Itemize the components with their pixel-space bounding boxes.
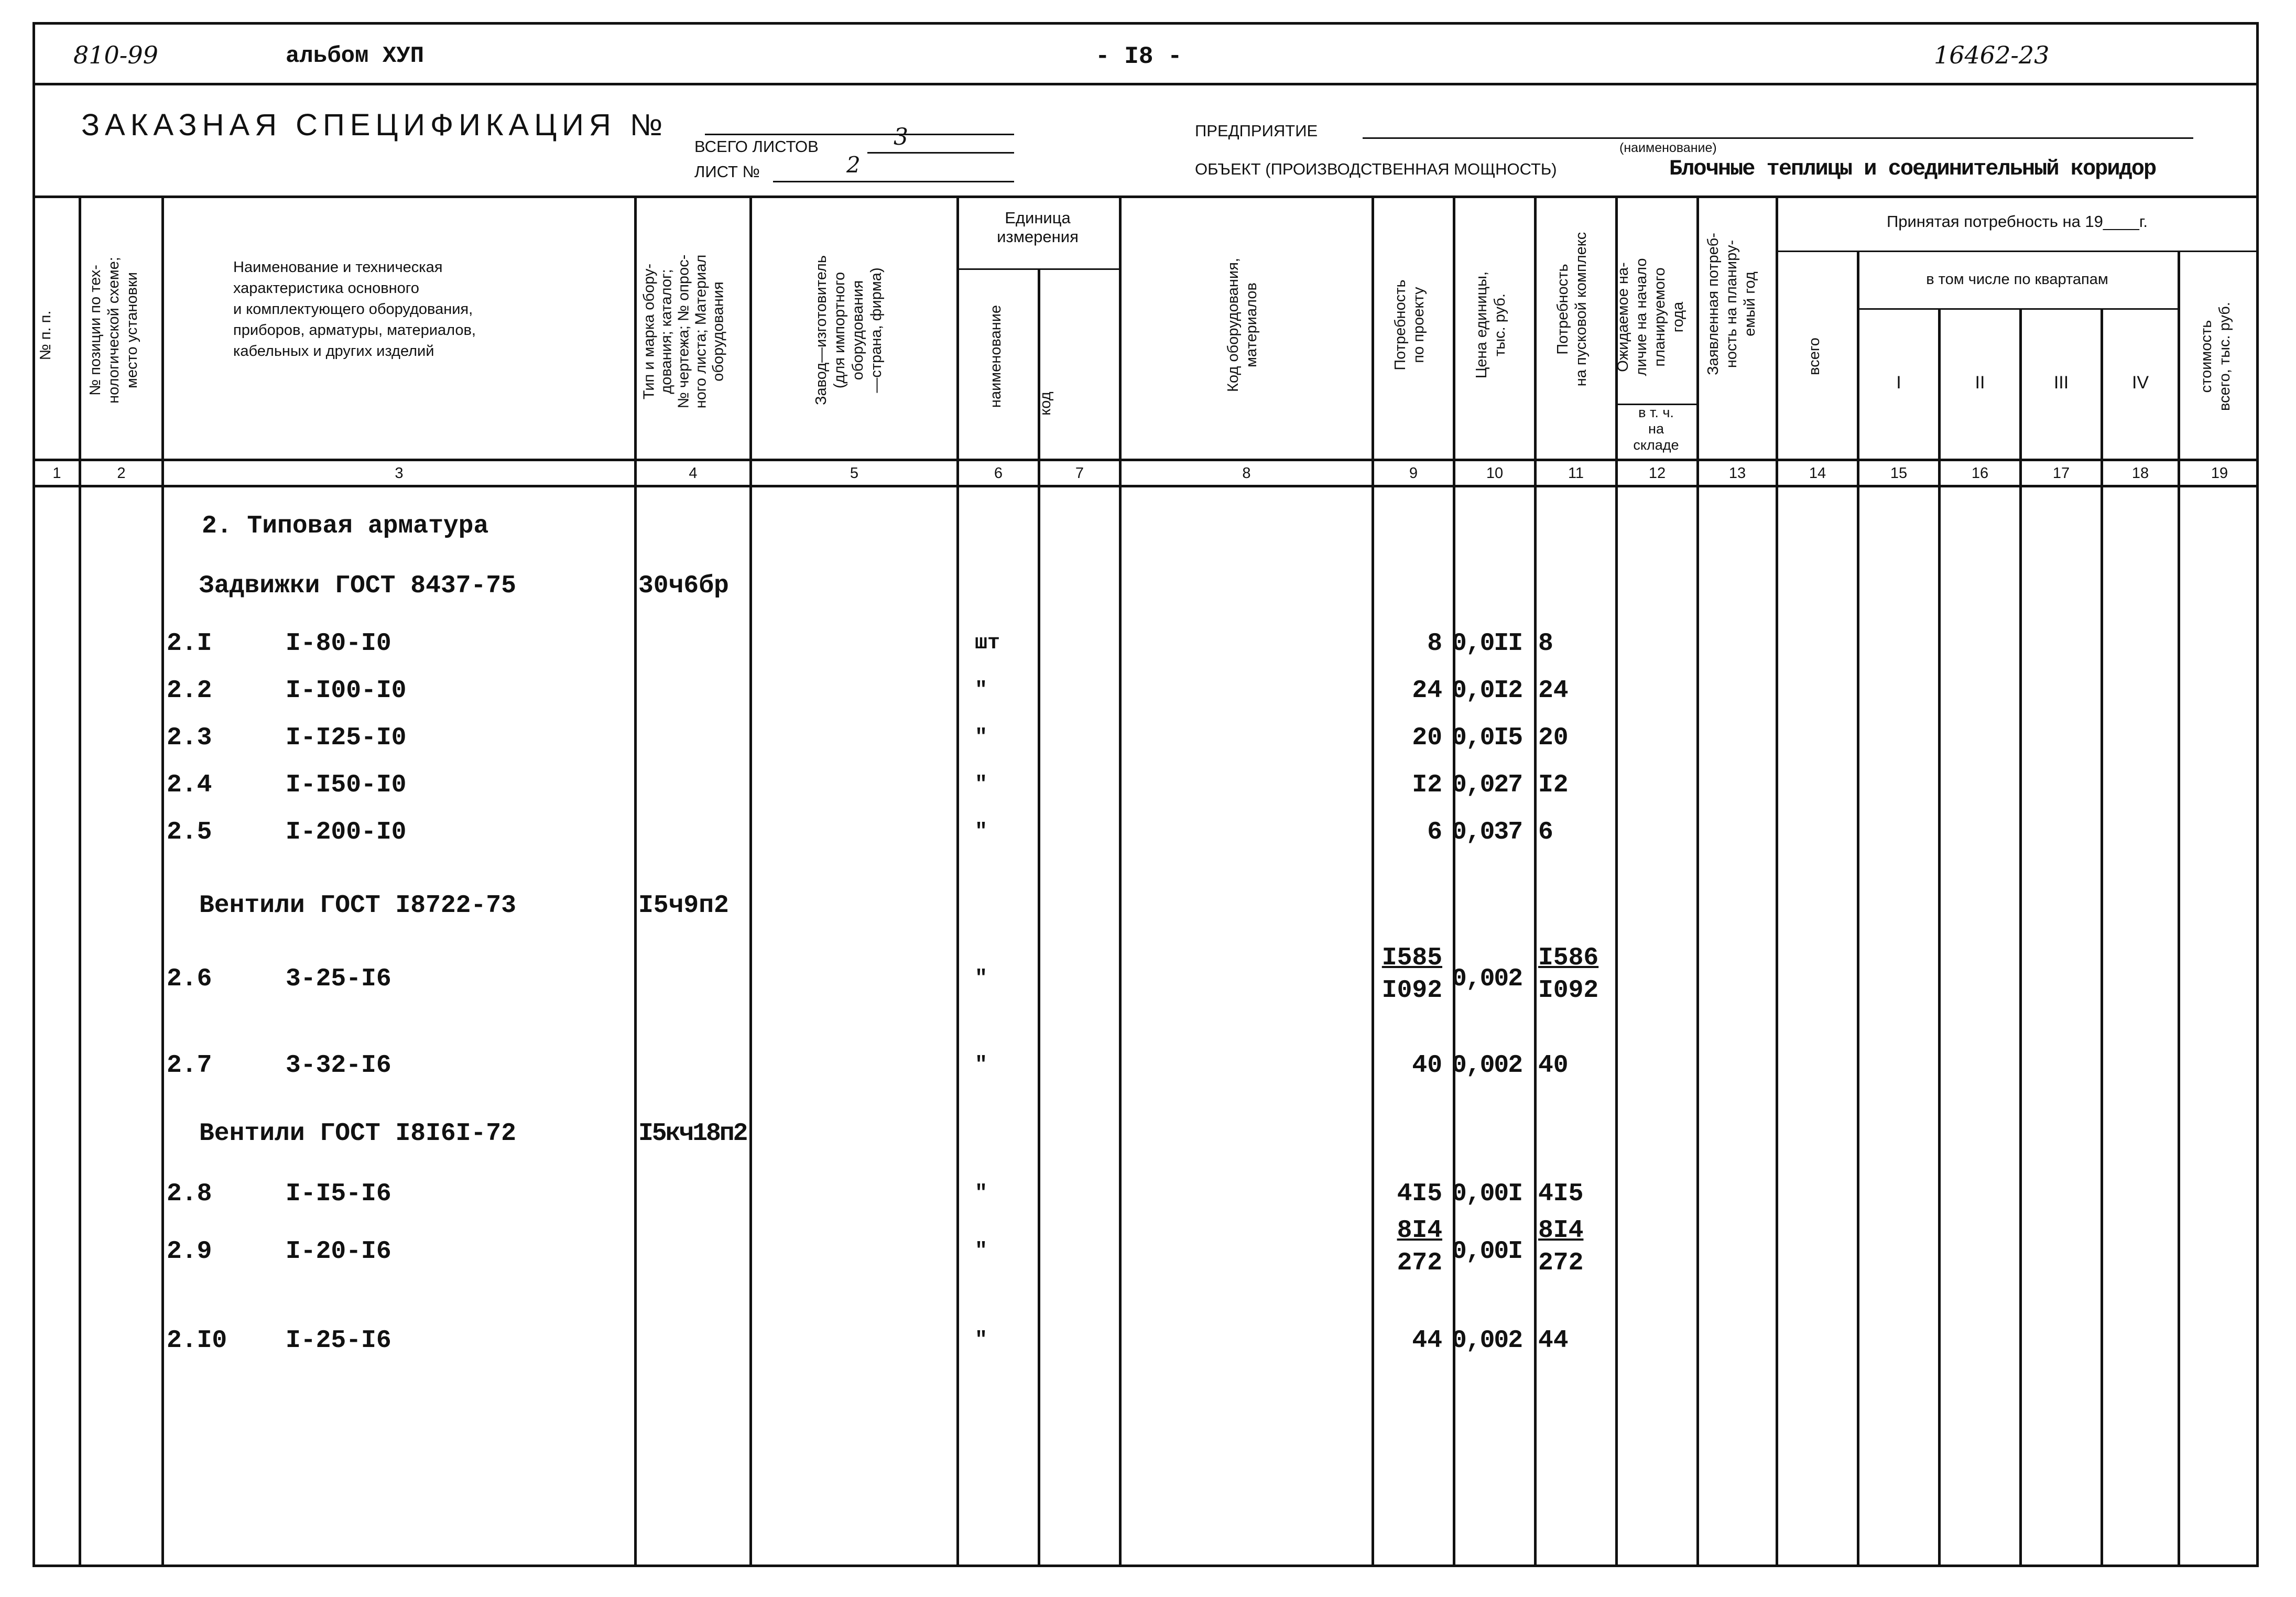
enterprise-label: ПРЕДПРИЯТИЕ (1195, 122, 1318, 140)
col-num: 7 (1075, 465, 1084, 482)
total-sheets-label: ВСЕГО ЛИСТОВ (694, 137, 819, 156)
col-num: 13 (1728, 465, 1746, 482)
row-position: 2.4 (167, 771, 212, 799)
header-launch: Потребность на пусковой комплекс (1554, 232, 1590, 387)
col-line-4 (749, 195, 752, 1567)
row-need: 24 (1412, 677, 1442, 705)
row-name: I-I5-I6 (286, 1180, 391, 1208)
row-need: 8 (1427, 629, 1442, 658)
group-title: Задвижки ГОСТ 8437-75 (199, 572, 516, 600)
row-need-2: 272 (1397, 1249, 1442, 1277)
row-need: 4I5 (1397, 1180, 1442, 1208)
row-position: 2.3 (167, 724, 212, 752)
col-num: 11 (1568, 465, 1584, 482)
col-num: 6 (994, 465, 1003, 482)
col-line-10 (1534, 195, 1537, 1567)
rule-title-band (32, 195, 2259, 198)
col-line-13 (1776, 195, 1778, 1567)
col-num: 19 (2211, 465, 2228, 482)
row-position: 2.2 (167, 677, 212, 705)
row-name: I-200-I0 (286, 818, 407, 846)
total-sheets-line (867, 152, 1014, 154)
col-num: 15 (1890, 465, 1908, 482)
group-title: Вентили ГОСТ I8722-73 (199, 892, 516, 920)
col-line-9 (1453, 195, 1455, 1567)
row-name: 3-25-I6 (286, 965, 391, 993)
row-name: I-I50-I0 (286, 771, 407, 799)
col-num: 5 (850, 465, 859, 482)
rule-accepted-sub (1776, 251, 2259, 252)
row-need: 8I4 (1397, 1216, 1442, 1245)
row-name: I-80-I0 (286, 629, 391, 658)
row-position: 2.8 (167, 1180, 212, 1208)
col-num: 14 (1809, 465, 1826, 482)
row-price: 0,0I5 (1452, 724, 1522, 752)
enterprise-line (1363, 137, 2193, 139)
naming-label: (наименование) (1619, 140, 1717, 155)
row-name: 3-32-I6 (286, 1051, 391, 1080)
row-launch: 8 (1538, 629, 1553, 658)
header-unit: Единица измерения (997, 209, 1079, 246)
row-need: 40 (1412, 1051, 1442, 1080)
group-type: I5ч9п2 (638, 892, 729, 920)
row-price: 0,037 (1452, 818, 1522, 846)
header-need: Потребность по проекту (1392, 279, 1427, 371)
rule-quarters-sub (1857, 308, 2178, 310)
col-num: 16 (1971, 465, 1989, 482)
row-unit: " (975, 1182, 988, 1205)
row-need: 44 (1412, 1327, 1442, 1355)
col-num: 10 (1486, 465, 1504, 482)
header-expected: Ожидаемое на- личие на начало планируемого года (1615, 258, 1686, 376)
object-value: Блочные теплицы и соединительный коридор (1669, 156, 2156, 181)
col-line-11 (1615, 195, 1618, 1567)
row-need-2: I092 (1381, 976, 1442, 1005)
col-num: 17 (2052, 465, 2070, 482)
col-num: 1 (52, 465, 61, 482)
header-manufacturer: Завод—изготовитель (для импортного оборудования —страна, фирма) (813, 255, 885, 405)
row-price: 0,00I (1452, 1180, 1522, 1208)
col-num: 12 (1648, 465, 1666, 482)
row-unit: " (975, 679, 988, 702)
rule-numbers-bottom (32, 485, 2259, 487)
col-num: 3 (395, 465, 404, 482)
col-line-1 (79, 195, 81, 1567)
row-need: 20 (1412, 724, 1442, 752)
row-need: I2 (1412, 771, 1442, 799)
row-launch: 8I4 (1538, 1216, 1584, 1245)
row-unit: " (975, 1329, 988, 1352)
row-position: 2.7 (167, 1051, 212, 1080)
header-total: всего (1806, 338, 1823, 375)
row-price: 0,00I (1452, 1237, 1522, 1266)
row-price: 0,002 (1452, 1051, 1522, 1080)
sheet-value: 2 (846, 152, 861, 178)
page-number: - I8 - (1095, 43, 1182, 70)
row-price: 0,0II (1452, 629, 1522, 658)
row-unit: " (975, 726, 988, 749)
header-accepted: Принятая потребность на 19____г. (1886, 212, 2148, 231)
header-name: Наименование и техническая характеристика основного и комплектующего оборудования, приборов, арматуры, материалов, кабельных и других изделий (233, 259, 476, 360)
header-unit-code: код (1037, 392, 1054, 416)
row-need: I585 (1381, 944, 1442, 972)
row-launch: I2 (1538, 771, 1569, 799)
group-type: I5кч18п2 (638, 1120, 747, 1148)
header-cost: стоимость всего, тыс. руб. (2198, 302, 2233, 411)
object-label: ОБЪЕКТ (ПРОИЗВОДСТВЕННАЯ МОЩНОСТЬ) (1195, 160, 1557, 178)
row-position: 2.I0 (167, 1327, 227, 1355)
col-line-2 (161, 195, 164, 1567)
row-launch: 40 (1538, 1051, 1569, 1080)
row-name: I-25-I6 (286, 1327, 391, 1355)
row-unit: " (975, 820, 988, 844)
row-name: I-I00-I0 (286, 677, 407, 705)
row-launch: I586 (1538, 944, 1599, 972)
group-type: 30ч6бр (638, 572, 729, 600)
col-num: 4 (689, 465, 698, 482)
col-line-14 (1857, 251, 1859, 1567)
row-launch: 6 (1538, 818, 1553, 846)
row-unit: " (975, 967, 988, 991)
row-launch: 24 (1538, 677, 1569, 705)
header-type: Тип и марка обору- дования; каталог; № чертежа; № опрос- ного листа; Материал оборудования (640, 254, 727, 409)
header-equipment-code: Код оборудования, материалов (1225, 258, 1260, 392)
row-need: 6 (1427, 818, 1442, 846)
sheet-line (773, 181, 1014, 182)
header-in-stock: в т. ч. на складе (1633, 405, 1679, 453)
row-launch-2: I092 (1538, 976, 1599, 1005)
total-sheets-value: 3 (894, 124, 908, 150)
header-q3: III (2053, 373, 2069, 393)
col-line-16 (2019, 308, 2022, 1567)
col-line-15 (1938, 308, 1941, 1567)
row-position: 2.I (167, 629, 212, 658)
header-unit-name: наименование (987, 305, 1004, 408)
spec-title: ЗАКАЗНАЯ СПЕЦИФИКАЦИЯ № (81, 108, 668, 142)
row-price: 0,002 (1452, 965, 1522, 993)
col-line-6 (1038, 268, 1040, 1567)
row-price: 0,027 (1452, 771, 1522, 799)
col-line-3 (634, 195, 637, 1567)
col-line-5 (956, 195, 959, 1567)
row-price: 0,002 (1452, 1327, 1522, 1355)
sheet-label: ЛИСТ № (694, 162, 760, 181)
rule-top-band (32, 83, 2259, 85)
header-quarters: в том числе по квартапам (1926, 271, 2108, 288)
row-position: 2.6 (167, 965, 212, 993)
row-name: I-I25-I0 (286, 724, 407, 752)
row-unit: шт (975, 632, 1000, 655)
row-launch: 4I5 (1538, 1180, 1584, 1208)
header-position: № позиции по тех- нологической схеме; место установки (87, 257, 140, 404)
col-line-8 (1372, 195, 1374, 1567)
header-q1: I (1896, 373, 1901, 393)
row-price: 0,0I2 (1452, 677, 1522, 705)
group-title: Вентили ГОСТ I8I6I-72 (199, 1120, 516, 1148)
row-unit: " (975, 1240, 988, 1263)
col-num: 2 (117, 465, 126, 482)
col-line-12 (1696, 195, 1699, 1567)
col-num: 9 (1409, 465, 1418, 482)
header-pp: № п. п. (37, 310, 54, 361)
header-q4: IV (2131, 373, 2149, 393)
header-q2: II (1975, 373, 1985, 393)
col-line-7 (1119, 195, 1122, 1567)
col-line-18 (2178, 251, 2180, 1567)
row-name: I-20-I6 (286, 1237, 391, 1266)
header-declared: Заявленная потреб- ность на планиру- емый год (1705, 233, 1758, 375)
col-num: 18 (2131, 465, 2149, 482)
number-line (705, 134, 1014, 135)
album-label: альбом ХУП (286, 43, 425, 69)
section-title: 2. Типовая арматура (202, 512, 489, 540)
col-line-17 (2101, 308, 2103, 1567)
row-launch: 44 (1538, 1327, 1569, 1355)
row-position: 2.9 (167, 1237, 212, 1266)
col-num: 8 (1242, 465, 1251, 482)
right-code: 16462-23 (1934, 41, 2050, 69)
row-position: 2.5 (167, 818, 212, 846)
rule-header-bottom (32, 459, 2259, 461)
left-code: 810-99 (73, 41, 158, 69)
row-unit: " (975, 773, 988, 797)
row-launch-2: 272 (1538, 1249, 1584, 1277)
row-launch: 20 (1538, 724, 1569, 752)
row-unit: " (975, 1053, 988, 1077)
header-price: Цена единицы, тыс. руб. (1473, 271, 1508, 379)
